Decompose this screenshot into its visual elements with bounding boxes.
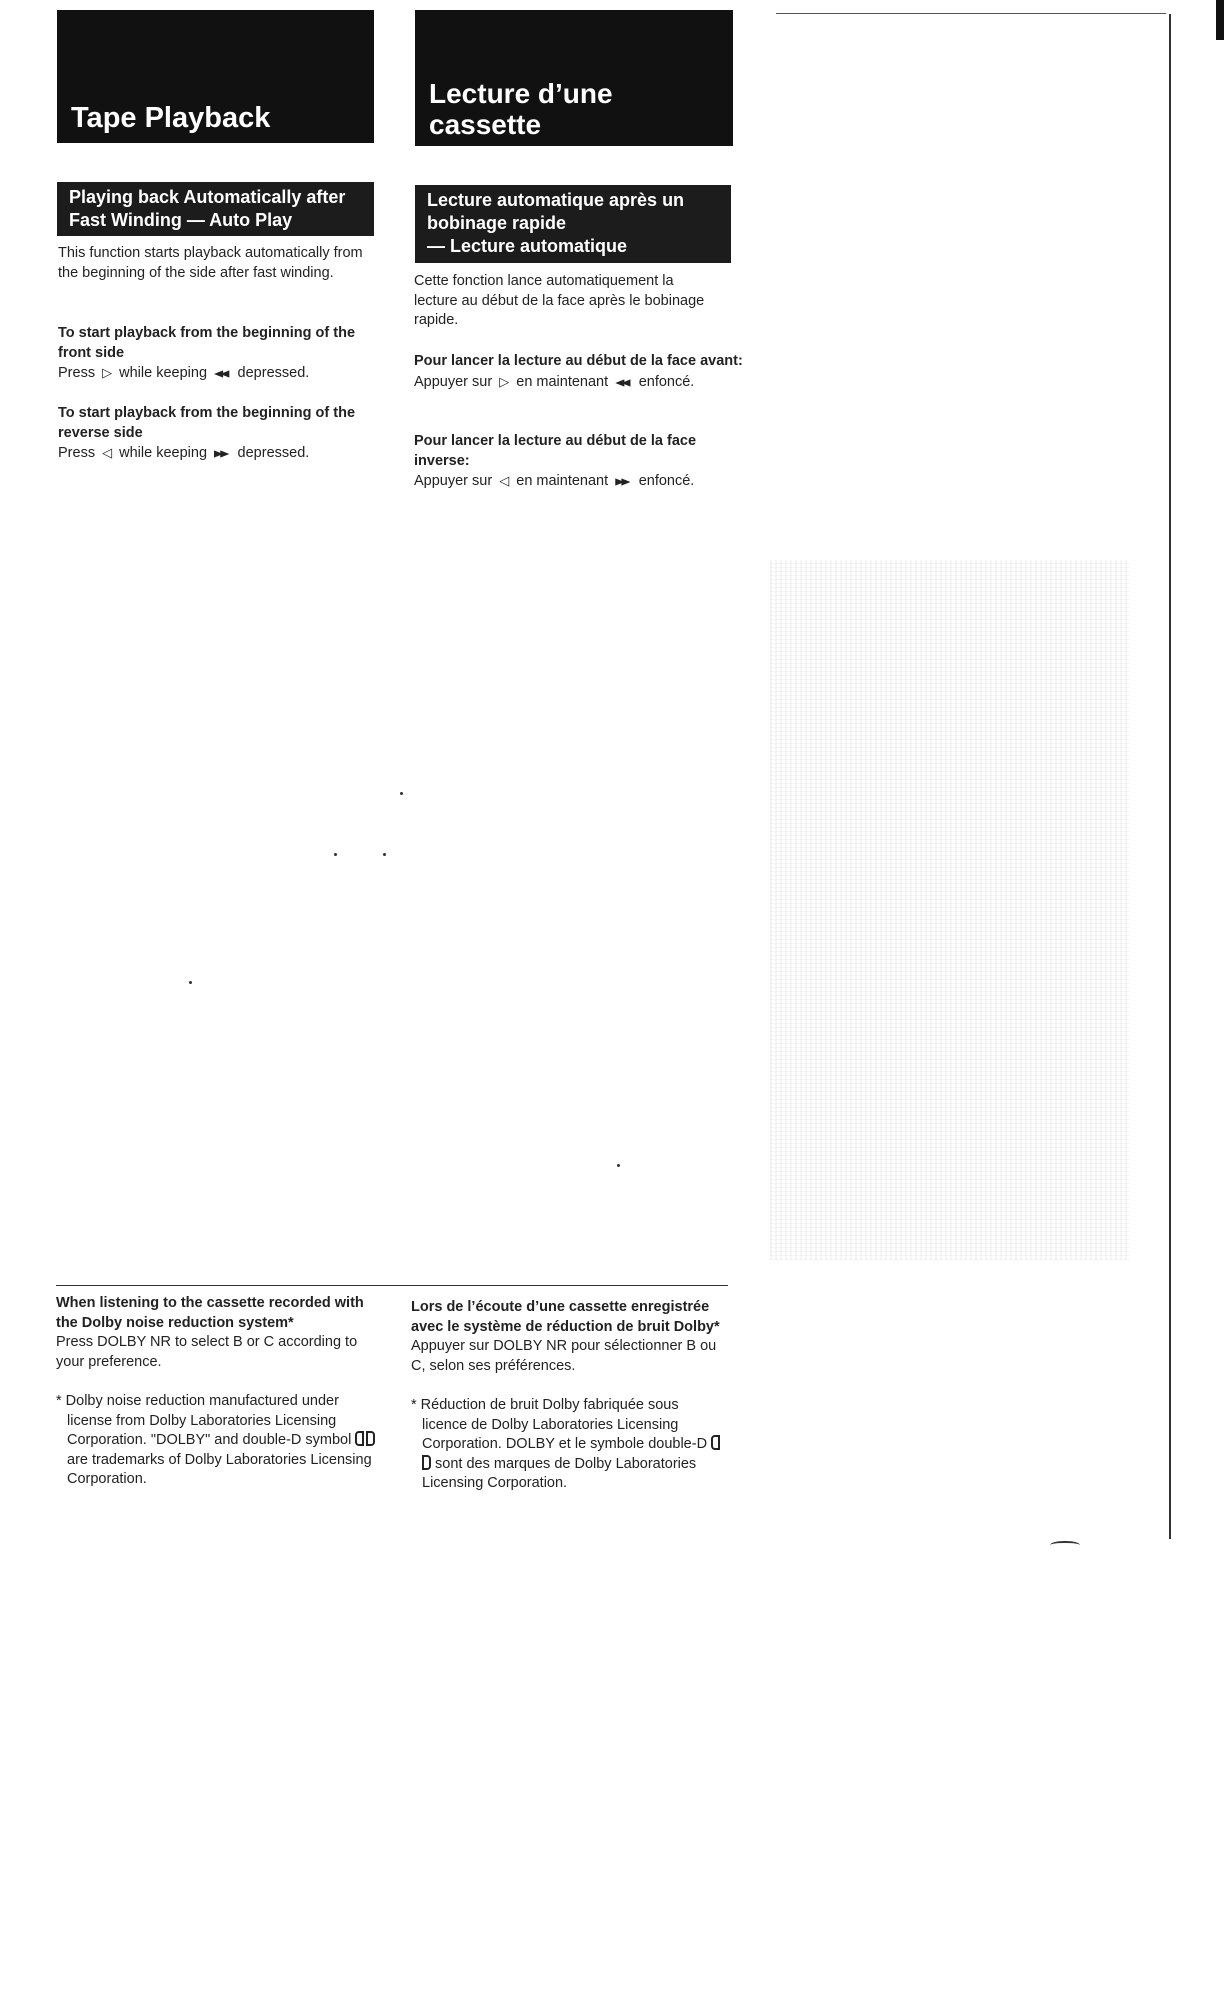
page-edge-mark: [1216, 0, 1224, 40]
french-front-text-mid: en maintenant: [516, 373, 609, 390]
english-reverse-text-mid: while keeping: [119, 445, 208, 461]
french-section-heading-line2: bobinage rapide: [427, 213, 567, 233]
english-dolby-note: [56, 1392, 376, 1490]
french-intro: Cette fonction lance automatiquement la lecture au début de la face après le bobinage rapide.: [414, 273, 705, 328]
double-d-icon: [355, 1432, 375, 1448]
scan-dot: [617, 1164, 620, 1167]
french-dolby-note-before: * Réduction de bruit Dolby fabriquée sous licence de Dolby Laboratories Licensing Corporation. DOLBY et le symbole double-D: [411, 1397, 708, 1452]
dolby-section-rule: [56, 1285, 728, 1286]
top-rule: [776, 13, 1166, 14]
play-forward-icon: ▷: [102, 365, 113, 380]
english-front-heading: To start playback from the beginning of the front side: [58, 325, 356, 361]
english-dolby-text: Press DOLBY NR to select B or C according to your preference.: [56, 1334, 358, 1370]
english-title-box: [57, 10, 374, 143]
english-dolby-note-after: are trademarks of Dolby Laboratories Licensing Corporation.: [67, 1451, 372, 1487]
play-reverse-icon: ◁: [102, 445, 113, 460]
french-reverse-text-mid: en maintenant: [516, 473, 609, 489]
french-front-heading: Pour lancer la lecture au début de la face avant:: [414, 353, 743, 369]
french-title-line2: cassette: [429, 109, 542, 140]
french-front-instruction: [414, 372, 744, 393]
fast-forward-icon: ▶▶: [214, 447, 227, 459]
rewind-icon: ◀◀: [615, 376, 628, 388]
french-section-heading-line3: — Lecture automatique: [427, 236, 628, 256]
english-front-text-mid: while keeping: [119, 365, 208, 381]
english-section-heading-line2: Fast Winding — Auto Play: [69, 210, 293, 230]
english-front-instruction: [58, 363, 378, 384]
english-front-text-after: depressed.: [237, 365, 310, 381]
scan-dot: [334, 853, 337, 856]
french-dolby-note-after: sont des marques de Dolby Laboratories Licensing Corporation.: [422, 1455, 697, 1491]
french-reverse-instruction: [414, 471, 744, 492]
play-reverse-icon: ◁: [499, 473, 510, 488]
scan-dot: [383, 853, 386, 856]
french-section-heading-line1: Lecture automatique après un: [427, 190, 685, 210]
english-reverse-instruction: [58, 443, 378, 464]
french-reverse-text-before: Appuyer sur: [414, 473, 493, 489]
english-section-heading: [57, 182, 374, 236]
french-title-box: [415, 10, 733, 146]
french-title-line1: Lecture d’une: [429, 78, 613, 109]
scan-noise-area: [770, 560, 1130, 1260]
english-front-block: [58, 324, 378, 384]
english-dolby-heading: When listening to the cassette recorded with the Dolby noise reduction system*: [56, 1295, 364, 1331]
english-intro: This function starts playback automatically from the beginning of the side after fast winding.: [58, 245, 363, 281]
french-reverse-heading: Pour lancer la lecture au début de la face inverse:: [414, 433, 697, 469]
english-title: Tape Playback: [71, 102, 271, 134]
page-number-fragment: [1050, 1541, 1080, 1549]
english-dolby-block: [56, 1294, 376, 1490]
page-edge-line: [1169, 14, 1171, 1539]
french-section-heading: [415, 185, 731, 263]
french-front-text-before: Appuyer sur: [414, 373, 493, 390]
french-front-block: [414, 352, 744, 392]
french-dolby-text: Appuyer sur DOLBY NR pour sélectionner B ou C, selon ses préférences.: [411, 1338, 717, 1374]
french-front-text-after: enfoncé.: [638, 373, 695, 390]
french-reverse-block: [414, 432, 744, 492]
fast-forward-icon: ▶▶: [615, 475, 628, 487]
scan-dot: [400, 792, 403, 795]
english-reverse-heading: To start playback from the beginning of the reverse side: [58, 405, 356, 441]
french-reverse-text-after: enfoncé.: [638, 473, 695, 489]
french-dolby-block: [411, 1298, 727, 1494]
french-dolby-note: [411, 1396, 727, 1494]
english-reverse-text-before: Press: [58, 445, 96, 461]
english-reverse-block: [58, 404, 378, 464]
english-reverse-text-after: depressed.: [237, 445, 310, 461]
french-dolby-heading: Lors de l’écoute d’une cassette enregistrée avec le système de réduction de bruit Dolby*: [411, 1299, 720, 1335]
english-section-heading-line1: Playing back Automatically after: [69, 187, 346, 207]
play-forward-icon: ▷: [499, 373, 510, 389]
scan-dot: [189, 981, 192, 984]
english-front-text-before: Press: [58, 365, 96, 381]
english-dolby-note-before: * Dolby noise reduction manufactured under license from Dolby Laboratories Licensing Corporation. "DOLBY" and double-D symbol: [56, 1393, 352, 1448]
rewind-icon: ◀◀: [214, 367, 227, 379]
